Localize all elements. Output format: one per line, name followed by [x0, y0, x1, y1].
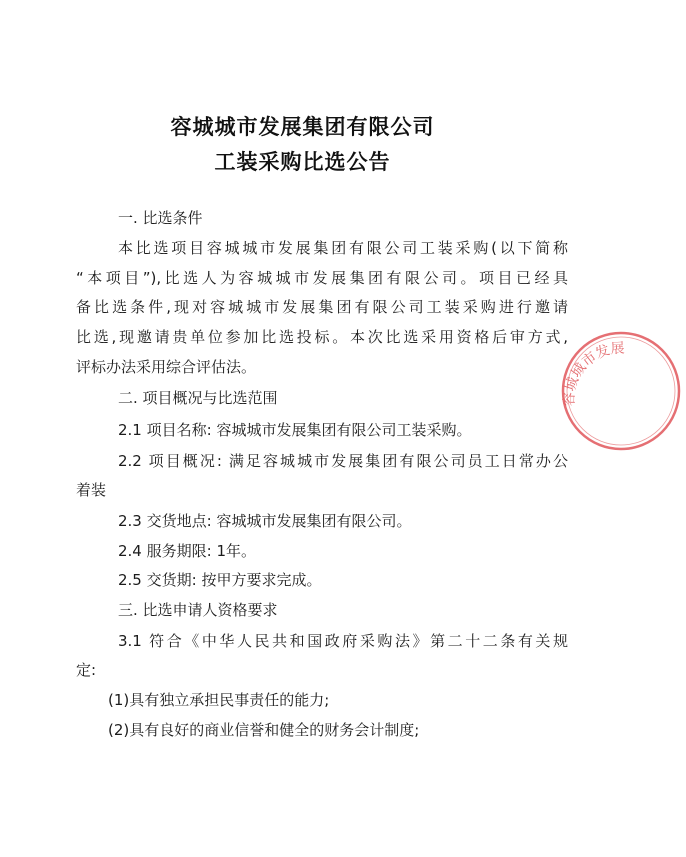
paragraph-line: 比选,现邀请贵单位参加比选投标。本次比选采用资格后审方式,	[76, 328, 568, 346]
section-heading-1: 一. 比选条件	[118, 209, 203, 227]
seal-text: 容城城市发展	[561, 340, 626, 407]
item-2-1: 2.1 项目名称: 容城城市发展集团有限公司工装采购。	[118, 421, 472, 439]
item-3-1-cont: 定:	[76, 661, 97, 679]
item-2-2-cont: 着装	[76, 481, 107, 499]
requirement-1: (1)具有独立承担民事责任的能力;	[108, 691, 330, 709]
paragraph-line: “本项目”),比选人为容城城市发展集团有限公司。项目已经具	[76, 269, 568, 287]
document-subtitle: 工装采购比选公告	[214, 149, 391, 174]
item-3-1: 3.1 符合《中华人民共和国政府采购法》第二十二条有关规	[118, 632, 568, 650]
paragraph-line: 评标办法采用综合评估法。	[76, 358, 257, 376]
paragraph-line: 备比选条件,现对容城城市发展集团有限公司工装采购进行邀请	[76, 298, 568, 316]
item-2-2: 2.2 项目概况: 满足容城城市发展集团有限公司员工日常办公	[118, 452, 568, 470]
seal-inner-ring	[567, 337, 675, 445]
official-seal	[556, 326, 686, 456]
item-2-5: 2.5 交货期: 按甲方要求完成。	[118, 571, 322, 589]
section-heading-2: 二. 项目概况与比选范围	[118, 389, 278, 407]
item-2-3: 2.3 交货地点: 容城城市发展集团有限公司。	[118, 512, 412, 530]
paragraph-line: 本比选项目容城城市发展集团有限公司工装采购(以下简称	[118, 239, 568, 257]
requirement-2: (2)具有良好的商业信誉和健全的财务会计制度;	[108, 721, 420, 739]
document-title: 容城城市发展集团有限公司	[170, 114, 435, 139]
section-heading-3: 三. 比选申请人资格要求	[118, 601, 278, 619]
seal-ring	[563, 333, 679, 449]
item-2-4: 2.4 服务期限: 1年。	[118, 542, 256, 560]
